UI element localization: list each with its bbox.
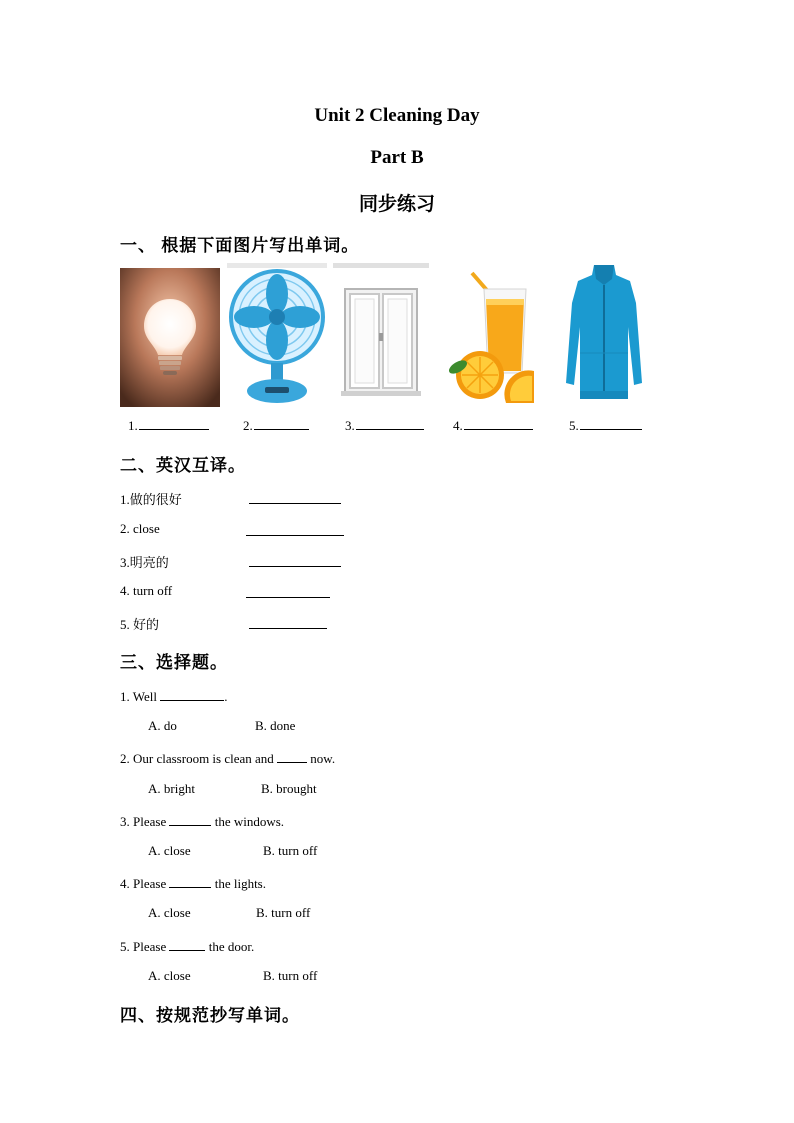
question-1-option-a[interactable]: A. do (148, 718, 177, 733)
question-1: 1. Well . (120, 689, 228, 704)
translate-blank-4[interactable] (246, 584, 330, 598)
question-2-option-a[interactable]: A. bright (148, 781, 195, 796)
translate-item-1: 1.做的很好 (120, 492, 182, 507)
blue-jacket-icon (556, 263, 652, 407)
part-label: Part B (370, 147, 424, 168)
translate-blank-3[interactable] (249, 553, 341, 567)
question-2-blank[interactable] (277, 749, 307, 763)
question-1-option-b[interactable]: B. done (255, 718, 296, 733)
question-2-option-b[interactable]: B. brought (261, 781, 317, 796)
question-5-blank[interactable] (169, 937, 205, 951)
translate-item-2: 2. close (120, 521, 160, 536)
question-3-option-b[interactable]: B. turn off (263, 843, 318, 858)
translate-blank-5[interactable] (249, 615, 327, 629)
answer-line-5[interactable]: 5. (569, 416, 642, 434)
orange-juice-icon (436, 263, 548, 407)
question-4-option-a[interactable]: A. close (148, 905, 191, 920)
question-5-option-a[interactable]: A. close (148, 968, 191, 983)
translate-item-4: 4. turn off (120, 583, 173, 598)
section-4-heading: 四、按规范抄写单词。 (120, 1006, 300, 1025)
question-1-blank[interactable] (160, 687, 224, 701)
translate-blank-2[interactable] (246, 522, 344, 536)
question-4: 4. Please the lights. (120, 876, 266, 891)
question-4-blank[interactable] (169, 874, 211, 888)
answer-line-2[interactable]: 2. (243, 416, 309, 434)
translate-item-5: 5. 好的 (120, 617, 160, 632)
subtitle: 同步练习 (358, 194, 435, 215)
answer-line-3[interactable]: 3. (345, 416, 424, 434)
section-1-heading: 一、 根据下面图片写出单词。 (120, 236, 360, 255)
question-4-option-b[interactable]: B. turn off (256, 905, 311, 920)
window-icon (333, 263, 429, 407)
section-3-heading: 三、选择题。 (120, 653, 228, 672)
answer-line-1[interactable]: 1. (128, 416, 209, 434)
question-3: 3. Please the windows. (120, 814, 285, 829)
question-3-option-a[interactable]: A. close (148, 843, 191, 858)
translate-item-3: 3.明亮的 (120, 555, 169, 570)
question-5-option-b[interactable]: B. turn off (263, 968, 318, 983)
answer-line-4[interactable]: 4. (453, 416, 533, 434)
light-bulb-icon (120, 263, 220, 407)
question-5: 5. Please the door. (120, 939, 255, 954)
question-3-blank[interactable] (169, 812, 211, 826)
section-2-heading: 二、英汉互译。 (120, 456, 246, 475)
electric-fan-icon (227, 263, 327, 407)
page-title: Unit 2 Cleaning Day (314, 105, 480, 126)
translate-blank-1[interactable] (249, 490, 341, 504)
question-2: 2. Our classroom is clean and now. (120, 751, 336, 766)
